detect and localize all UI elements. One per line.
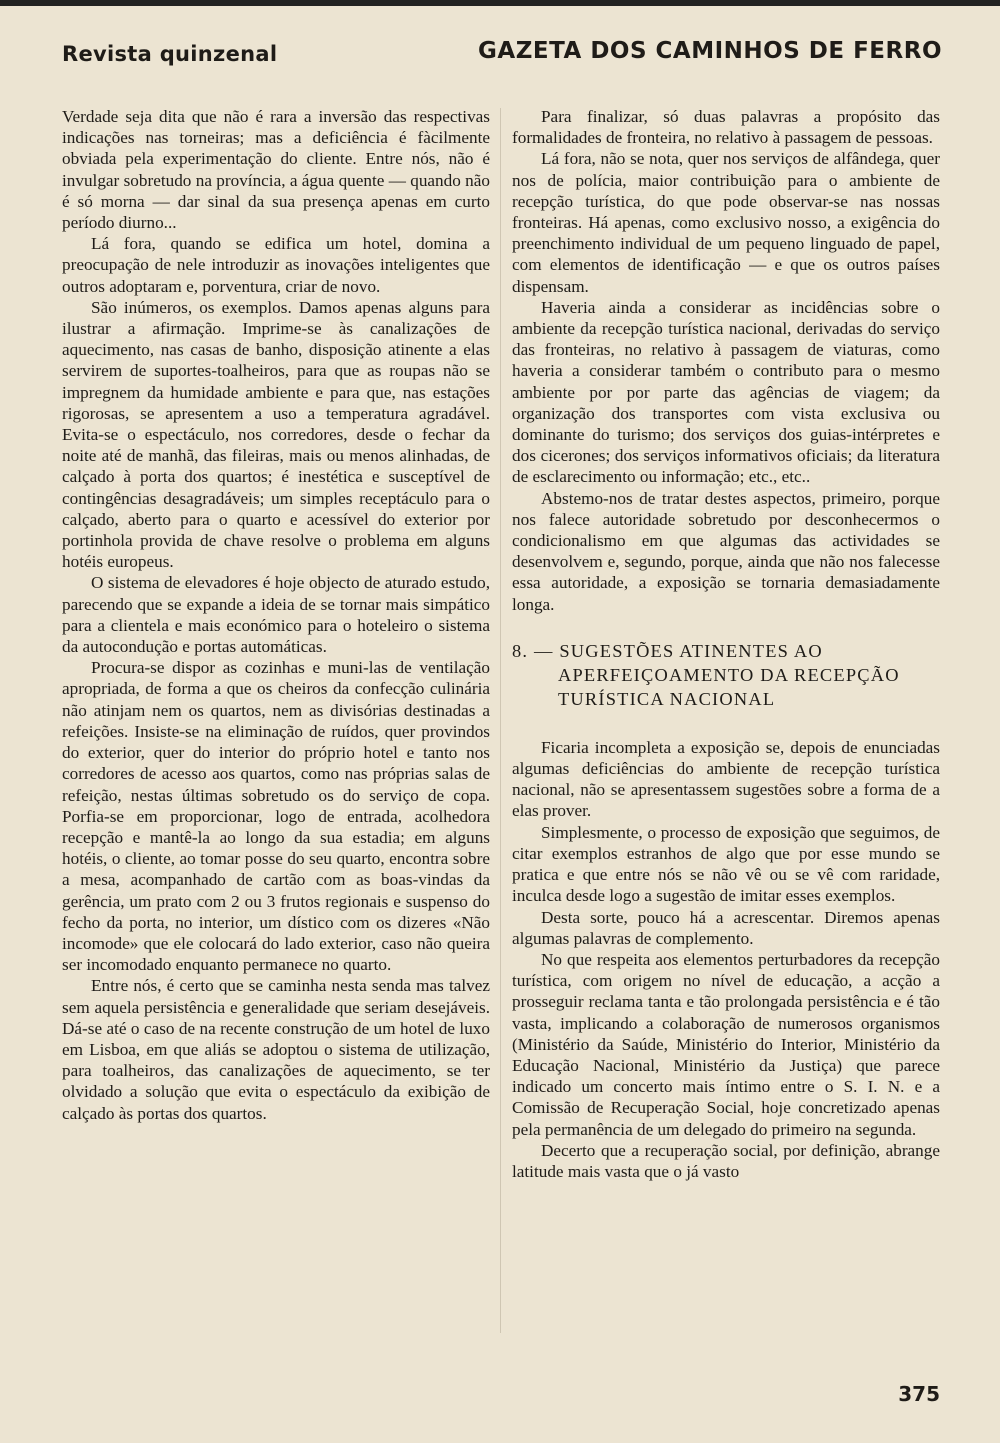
paragraph: Simplesmente, o processo de exposição que seguimos, de citar exemplos estranhos de algo que por esse mundo se pratica e que entre nós se não vê ou se vê com raridade, inculca desde logo a sugestão de imitar esses exemplos. <box>512 822 940 906</box>
running-header-right: GAZETA DOS CAMINHOS DE FERRO <box>478 38 942 64</box>
left-column <box>62 106 490 1124</box>
paragraph: Entre nós, é certo que se caminha nesta senda mas talvez sem aquela persistência e generalidade que seriam desejáveis. Dá-se até o caso de na recente construção de um hotel de luxo em Lisboa, em que aliás se adoptou o sistema de utilização, para toalheiros, das canalizações de aquecimento, se ter olvidado a solução que evita o espectáculo da exibição de calçado às portas dos quartos. <box>62 976 490 1123</box>
right-column <box>512 106 940 1182</box>
paragraph: Lá fora, não se nota, quer nos serviços de alfândega, quer nos de polícia, maior contribuição para o ambiente de recepção turística, do que pode observar-se nas nossas fronteiras. Há apenas, como exclusivo nosso, a exigência do preenchimento individual de um pequeno linguado de papel, com elementos de identificação — e que os outros países dispensam. <box>512 149 940 296</box>
column-divider <box>500 108 501 1333</box>
paragraph: Procura-se dispor as cozinhas e muni-las de ventilação apropriada, de forma a que os cheiros da confecção culinária não atinjam nem os quartos, nem as divisórias destinadas a refeições. Insiste-se na eliminação de ruídos, quer provindos do exterior, quer do interior do próprio hotel e tanto nos corredores de acesso aos quartos, como nas próprias salas de refeição, nestas últimas sobretudo os do serviço de copa. Porfia-se em proporcionar, logo de entrada, acolhedora recepção e mantê-la ao longo da sua estadia; em alguns hotéis, o cliente, ao tomar posse do seu quarto, encontra sobre a mesa, acompanhado de cartão com as boas-vindas da gerência, um prato com 2 ou 3 frutos regionais e suspenso do fecho da porta, no interior, um dístico com os dizeres «Não incomode» que ele colocará do lado exterior, caso não queira ser incomodado enquanto permanece no quarto. <box>62 658 490 975</box>
paragraph: No que respeita aos elementos perturbadores da recepção turística, com origem no nível de educação, a acção a prosseguir reclama tanta e tão prolongada persistência e é tão vasta, implicando a colaboração de numerosos organismos (Ministério da Saúde, Ministério do Interior, Ministério da Educação Nacional, Ministério da Justiça) que parece indicado um concerto mais íntimo entre o S. I. N. e a Comissão de Recuperação Social, hoje concretizado apenas pela permanência de um delegado do primeiro na segunda. <box>512 949 940 1139</box>
paragraph: Para finalizar, só duas palavras a propósito das formalidades de fronteira, no relativo à passagem de pessoas. <box>512 107 940 148</box>
paragraph: Haveria ainda a considerar as incidências sobre o ambiente da recepção turística nacional, derivadas do serviço das fronteiras, no relativo à passagem de viaturas, como haveria a considerar também o contributo para o mesmo ambiente por por parte das agências de viagem; da organização dos transportes com vista exclusiva ou dominante do turismo; dos serviços dos guias-intérpretes e dos cicerones; dos serviços informativos oficiais; da literatura de esclarecimento ou informação; etc., etc.. <box>512 297 940 487</box>
paragraph: Ficaria incompleta a exposição se, depois de enunciadas algumas deficiências do ambiente de recepção turística nacional, não se apresentassem sugestões sobre a forma de a elas prover. <box>512 737 940 821</box>
paragraph: Verdade seja dita que não é rara a inversão das respectivas indicações nas torneiras; mas a deficiência é fàcilmente obviada pela experimentação do cliente. Entre nós, não é invulgar sobretudo na província, a água quente — quando não é só morna — dar sinal da sua presença apenas em curto período diurno... <box>62 107 490 233</box>
paragraph: Abstemo-nos de tratar destes aspectos, primeiro, porque nos falece autoridade sobretudo por desconhecermos o condicionalismo em que algumas das actividades se desenvolvem e, segundo, porque, ainda que não nos falecesse essa autoridade, a exposição se tornaria demasiadamente longa. <box>512 488 940 614</box>
paragraph: São inúmeros, os exemplos. Damos apenas alguns para ilustrar a afirmação. Imprime-se às canalizações de aquecimento, nas casas de banho, disposição atinente a elas servirem de suportes-toalheiros, para que as roupas não se impregnem da humidade ambiente e para que, nas estações rigorosas, se apresentem a uso a temperatura agradável. Evita-se o espectáculo, nos corredores, desde o fechar da noite até de manhã, das fileiras, mais ou menos alinhadas, de calçado à porta dos quartos; é inestética e susceptível de contingências desagradáveis; um simples receptáculo para o calçado, aberto para o quarto e acessível do exterior por portinhola provida de chave resolve o problema em alguns hotéis europeus. <box>62 297 490 572</box>
running-header-left: Revista quinzenal <box>62 42 278 66</box>
paragraph: Lá fora, quando se edifica um hotel, domina a preocupação de nele introduzir as inovações inteligentes que outros adoptaram e, porventura, criar de novo. <box>62 234 490 296</box>
paragraph: Decerto que a recuperação social, por definição, abrange latitude mais vasta que o já vasto <box>512 1140 940 1181</box>
page-top-edge <box>0 0 1000 6</box>
paragraph: O sistema de elevadores é hoje objecto de aturado estudo, parecendo que se expande a ideia de se tornar mais simpático para a clientela e mais económico para o hoteleiro o sistema da autocondução e portas automáticas. <box>62 573 490 657</box>
section-heading: 8. — SUGESTÕES ATINENTES AO APERFEIÇOAMENTO DA RECEPÇÃO TURÍSTICA NACIONAL <box>512 640 900 709</box>
page-number: 375 <box>898 1382 940 1406</box>
paragraph: Desta sorte, pouco há a acrescentar. Diremos apenas algumas palavras de complemento. <box>512 907 940 948</box>
